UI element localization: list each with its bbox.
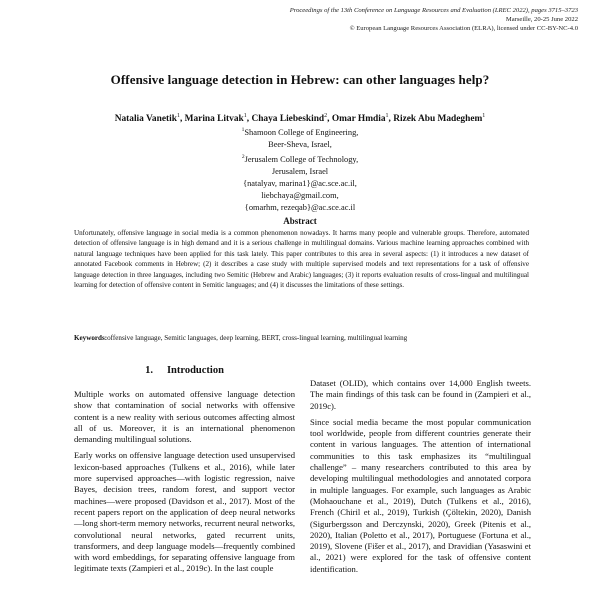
affil-text: Jerusalem College of Technology, xyxy=(244,154,359,164)
keywords-text: offensive language, Semitic languages, deep learning, BERT, cross-lingual learning, multilingual learning xyxy=(107,334,408,342)
affiliation-1-city: Beer-Sheva, Israel, xyxy=(268,139,332,149)
venue-line: Marseille, 20-25 June 2022 xyxy=(505,16,578,23)
keywords xyxy=(74,333,529,343)
paragraph: Early works on offensive language detection used unsupervised lexicon-based approaches (Tulkens et al., 2016), while later more supervised approaches—with logistic regression, naive Bayes, decision trees, random forest, and support vector machines—were proposed (Davidson et al., 2017). Most of the recent papers report on the application of deep neural networks—long short-term memory networks, recurrent neural networks, convolutional neural networks, gated recurrent units, transformers, and deep language models—frequently combined with word embeddings, for separating offensive language from legitimate texts (Zampieri et al., 2019c). In the last couple xyxy=(74,450,295,574)
proceedings-header xyxy=(290,6,578,33)
email-line: {natalyav, marina1}@ac.sce.ac.il, xyxy=(243,178,357,188)
affil-sup: 2 xyxy=(241,153,245,160)
paper-title: Offensive language detection in Hebrew: can other languages help? xyxy=(110,72,490,87)
author-name: Chaya Liebeskind xyxy=(251,114,325,125)
affiliation-2-city: Jerusalem, Israel xyxy=(271,166,329,176)
keywords-label: Keywords: xyxy=(74,334,108,342)
email-line: liebchaya@gmail.com, xyxy=(261,191,339,201)
section-heading xyxy=(74,365,295,378)
author-name: Natalia Vanetik xyxy=(114,114,177,125)
author-name: Marina Litvak xyxy=(184,114,244,125)
author-affil-sup: 1 xyxy=(385,113,389,119)
author-list: Natalia Vanetik$^1$, Marina Litvak$^1$, Chaya Liebeskind$^2$, Omar Hmdia$^1$, Rizek Abu Madeghem$^1$ xyxy=(114,113,486,125)
affiliation-2 xyxy=(0,151,600,166)
author-affil-sup: 1 xyxy=(482,113,486,119)
section-title: Introduction xyxy=(166,365,224,376)
left-column xyxy=(74,365,295,580)
paragraph: Since social media became the most popular communication tool worldwide, people from different countries generate their content in various languages. The attention of international communities to this task emphasizes its “multilingual challenge” – many researchers contributed to this area by developing multilingual methodologies and annotated corpora in multiple languages. For example, such languages as Arabic (Mohaouchane et al., 2019), Dutch (Tulkens et al., 2016), French (Chiril et al., 2019), Turkish (Çöltekin, 2020), Danish (Sigurbergsson and Derczynski, 2020), Greek (Pitenis et al., 2020), Italian (Poletto et al., 2017), Portuguese (Fortuna et al., 2019), Slovene (Fišer et al., 2017), and Dravidian (Yasaswini et al., 2021) were explored for the task of offensive content identification. xyxy=(310,416,531,574)
abstract-text: Unfortunately, offensive language in social media is a common phenomenon nowadays. It harms many people and vulnerable groups. Therefore, automated detection of offensive language is in high demand and it is a serious challenge in multilingual domains. Various machine learning approaches combined with natural language techniques have been applied for this task lately. This paper contributes to this area in several aspects: (1) it introduces a new dataset of annotated Facebook comments in Hebrew; (2) it describes a case study with multiple supervised models and text representations for a task of offensive language detection in three languages, including two Semitic (Hebrew and Arabic) languages; (3) it reports evaluation results of cross-lingual and multilingual learning for detection of offensive content in Semitic languages; and (4) it discusses the limitations of these settings. xyxy=(74,229,529,290)
author-affil-sup: 1 xyxy=(243,113,247,119)
right-column xyxy=(310,378,531,580)
section-number: 1. xyxy=(145,365,153,376)
abstract-heading: Abstract xyxy=(283,216,317,226)
paragraph: Multiple works on automated offensive language detection show that contamination of social networks with offensive content is a new reality with serious outcomes affecting almost all of us. Moreover, it is an international phenomenon demanding multilingual solutions. xyxy=(74,389,295,445)
affil-text: Shamoon College of Engineering, xyxy=(244,127,359,137)
license-line: © European Language Resources Association (ELRA), licensed under CC-BY-NC-4.0 xyxy=(349,25,578,32)
affiliations xyxy=(0,124,600,214)
affil-sup: 1 xyxy=(241,127,245,133)
affiliation-1 xyxy=(0,124,600,139)
email-line: {omarhm, rezeqab}@ac.sce.ac.il xyxy=(244,203,356,213)
author-name: Rizek Abu Madeghem xyxy=(393,114,483,125)
author-affil-sup: 1 xyxy=(176,113,180,119)
author-affil-sup: 2 xyxy=(324,113,328,119)
paragraph: Dataset (OLID), which contains over 14,000 English tweets. The main findings of this task can be found in (Zampieri et al., 2019c). xyxy=(310,378,531,411)
proceedings-line: Proceedings of the 13th Conference on Language Resources and Evaluation (LREC 2022), pages 3715–3723 xyxy=(289,7,578,14)
author-name: Omar Hmdia xyxy=(331,114,386,125)
